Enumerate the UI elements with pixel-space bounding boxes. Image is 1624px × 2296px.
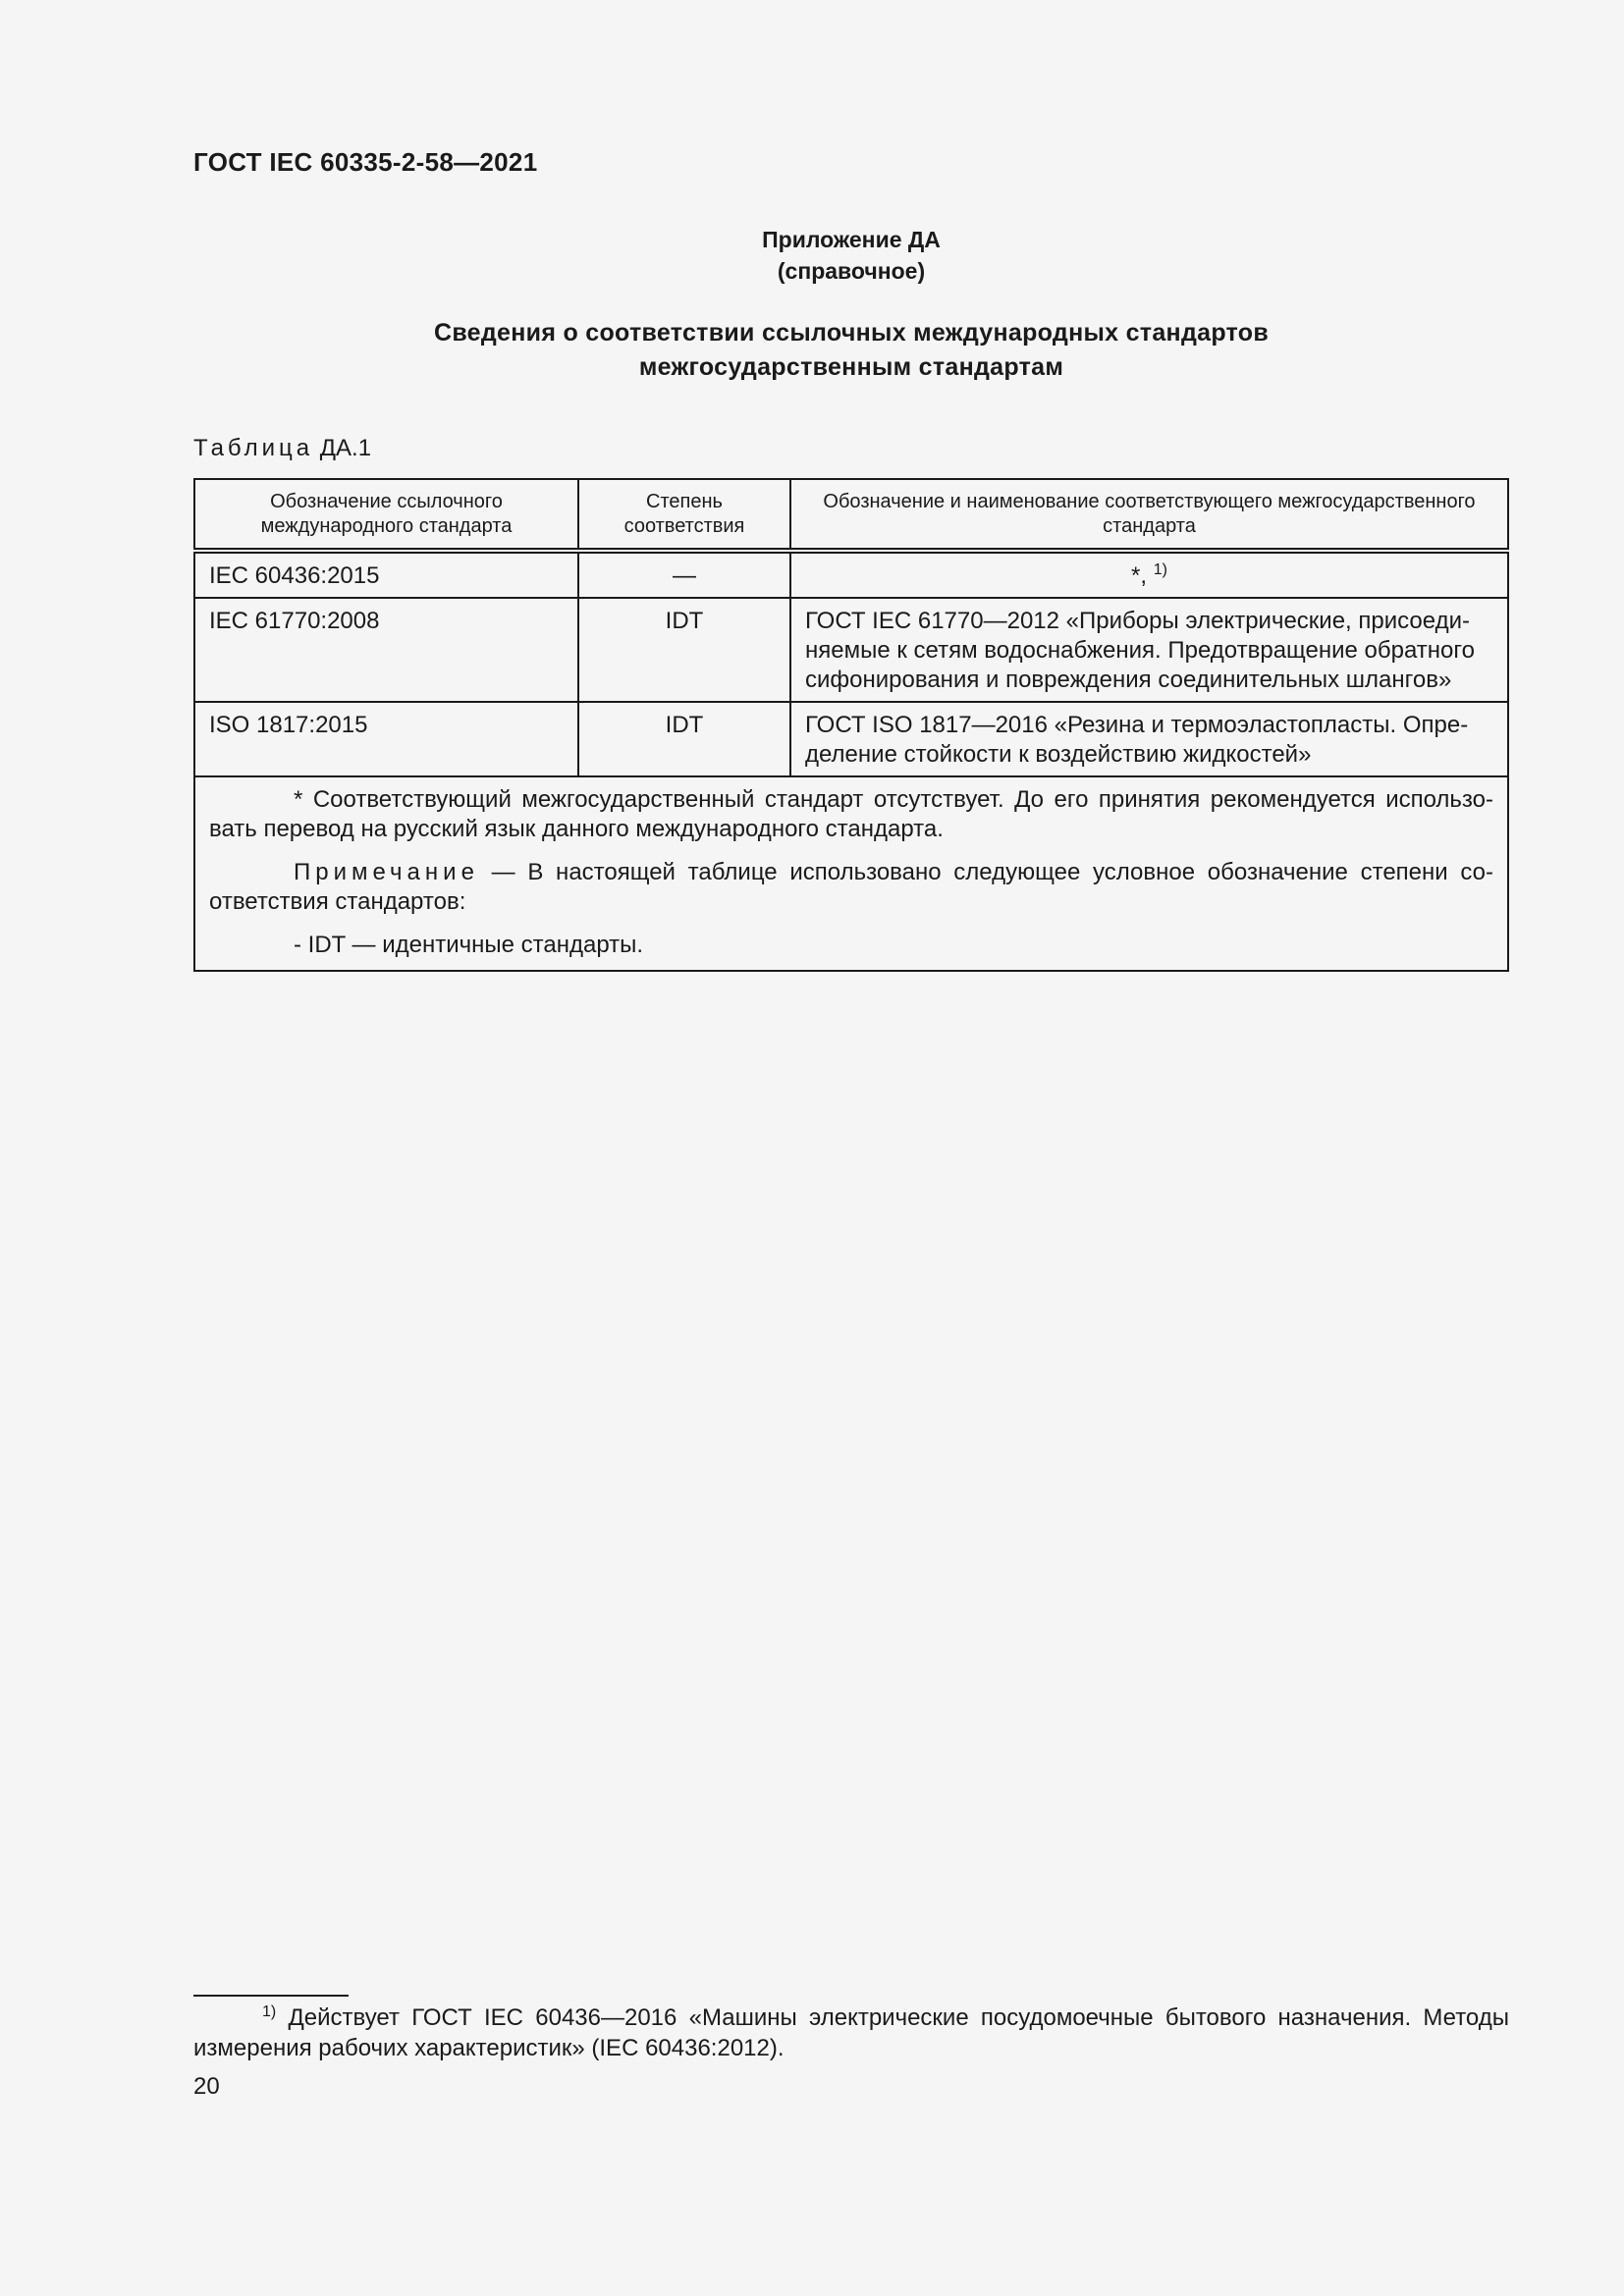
section-heading-line-2: межгосударственным стандартам (638, 353, 1064, 381)
table-label-word: Таблица (193, 435, 314, 461)
cell-national: ГОСТ ISO 1817—2016 «Резина и термоэластопласты. Опре-деление стойкости к воздействию жидкостей» (790, 702, 1508, 776)
page-number: 20 (193, 2073, 220, 2100)
table-row (194, 598, 1508, 702)
standards-table (193, 478, 1509, 972)
appendix-subtitle: (справочное) (777, 258, 926, 284)
footnote-reference: 1) (1153, 561, 1167, 578)
table-row (194, 551, 1508, 598)
document-code: ГОСТ IEC 60335-2-58—2021 (193, 147, 538, 177)
footnote-text: Действует ГОСТ IEC 60436—2016 «Машины электрические посудомоечные бытового назначения. Методы измерения рабочих характеристик» (IEC 60436:2012). (193, 2004, 1509, 2061)
table-notes-row (194, 776, 1508, 971)
column-header-international: Обозначение ссылочного международного стандарта (194, 479, 578, 551)
note-word: Примечание (294, 859, 479, 885)
table-header-row (194, 479, 1508, 551)
footnote-marker: 1) (262, 2003, 277, 2020)
table-notes (194, 776, 1508, 971)
table-row (194, 702, 1508, 776)
note-paragraph (209, 858, 1493, 917)
appendix-heading (193, 224, 1509, 287)
cell-international: ISO 1817:2015 (194, 702, 578, 776)
cell-degree: IDT (578, 702, 790, 776)
table-label-number: ДА.1 (319, 435, 372, 461)
note-idt-definition: - IDT — идентичные стандарты. (294, 932, 644, 958)
footnote-divider (193, 1995, 349, 1997)
table-label (193, 435, 371, 462)
cell-national-text: *, (1131, 562, 1148, 589)
column-header-national: Обозначение и наименование соответствующего межгосударственного стандарта (790, 479, 1508, 551)
section-heading-line-1: Сведения о соответствии ссылочных международных стандартов (433, 319, 1270, 347)
cell-national: ГОСТ IEC 61770—2012 «Приборы электрические, присоеди-няемые к сетям водоснабжения. Предотвращение обратного сифонирования и повреждения соединительных шлангов» (790, 598, 1508, 702)
cell-degree: — (578, 551, 790, 598)
cell-national (790, 551, 1508, 598)
note-absent-standard: * Соответствующий межгосударственный стандарт отсутствует. До его принятия рекомендуется использо-вать перевод на русский язык данного международного стандарта. (209, 786, 1493, 842)
column-header-degree: Степень соответствия (578, 479, 790, 551)
cell-international: IEC 60436:2015 (194, 551, 578, 598)
footnote (193, 2002, 1509, 2063)
cell-international: IEC 61770:2008 (194, 598, 578, 702)
appendix-title: Приложение ДА (762, 227, 941, 252)
note-text: — В настоящей таблице использовано следующее условное обозначение степени со-ответствия стандартов: (209, 859, 1493, 915)
section-heading (193, 316, 1509, 385)
cell-degree: IDT (578, 598, 790, 702)
